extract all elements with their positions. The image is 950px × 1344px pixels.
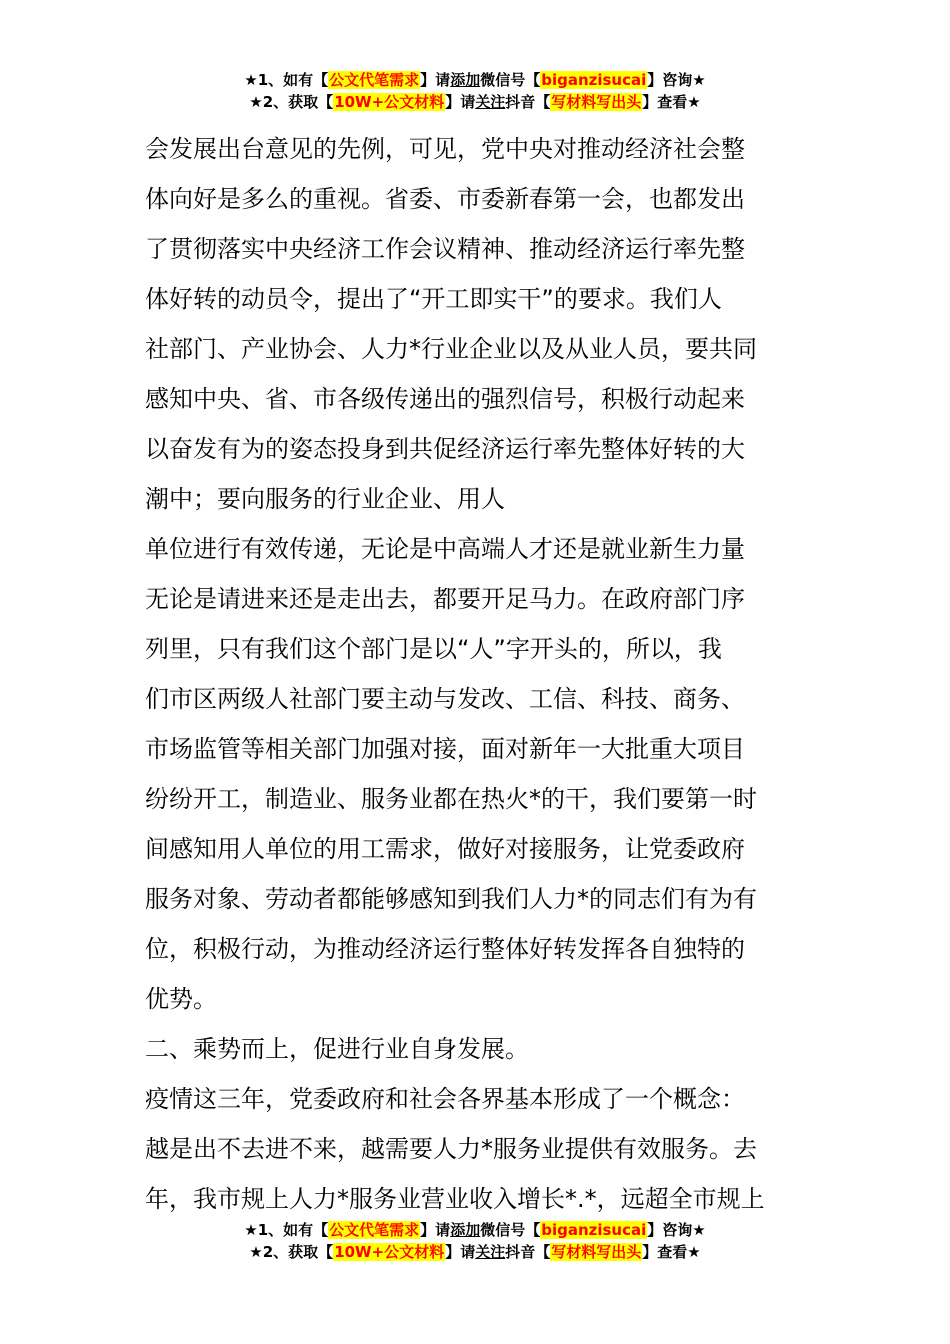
banner-text: 】请 xyxy=(445,93,476,111)
highlight-wechat-id: biganzisucai xyxy=(541,1221,647,1239)
body-text-line: 二、乘势而上，促进行业自身发展。 xyxy=(145,1035,529,1063)
banner-text: ★2、获取【 xyxy=(249,93,334,111)
header-banner xyxy=(0,69,950,113)
body-text-line: 体向好是多么的重视。省委、市委新春第一会，也都发出 xyxy=(145,185,745,213)
banner-text: ★2、获取【 xyxy=(249,1243,334,1261)
banner-underline-add: 添加 xyxy=(450,1221,481,1239)
banner-text: 抖音【 xyxy=(505,1243,551,1261)
highlight-ghostwriting: 公文代笔需求 xyxy=(329,71,420,89)
banner-text: 】查看★ xyxy=(642,93,701,111)
body-text-line: 以奋发有为的姿态投身到共促经济运行率先整体好转的大 xyxy=(145,435,745,463)
banner-text: ★1、如有【 xyxy=(244,1221,329,1239)
body-text-line: 市场监管等相关部门加强对接，面对新年一大批重大项目 xyxy=(145,735,745,763)
banner-line-1 xyxy=(0,69,950,91)
body-text-line: 单位进行有效传递，无论是中高端人才还是就业新生力量 xyxy=(145,535,745,563)
footer-banner xyxy=(0,1219,950,1263)
body-text-line: 们市区两级人社部门要主动与发改、工信、科技、商务、 xyxy=(145,685,745,713)
body-text-line: 年，我市规上人力*服务业营业收入增长*.*，远超全市规上 xyxy=(145,1185,765,1213)
banner-line-2 xyxy=(0,91,950,113)
body-text-line: 服务对象、劳动者都能够感知到我们人力*的同志们有为有 xyxy=(145,885,757,913)
body-text-line: 体好转的动员令，提出了“开工即实干”的要求。我们人 xyxy=(145,285,722,313)
banner-text: 微信号【 xyxy=(480,71,541,89)
highlight-douyin-account: 写材料写出头 xyxy=(551,1243,642,1261)
body-text-line: 潮中；要向服务的行业企业、用人 xyxy=(145,485,505,513)
banner-text: 微信号【 xyxy=(480,1221,541,1239)
highlight-ghostwriting: 公文代笔需求 xyxy=(329,1221,420,1239)
body-text-line: 了贯彻落实中央经济工作会议精神、推动经济运行率先整 xyxy=(145,235,745,263)
body-text-line: 纷纷开工，制造业、服务业都在热火*的干，我们要第一时 xyxy=(145,785,757,813)
banner-underline-follow: 关注 xyxy=(475,93,506,111)
banner-line-1 xyxy=(0,1219,950,1241)
banner-text: 】咨询★ xyxy=(647,1221,706,1239)
highlight-materials: 10W+公文材料 xyxy=(334,93,445,111)
body-text-line: 间感知用人单位的用工需求，做好对接服务，让党委政府 xyxy=(145,835,745,863)
banner-text: 】请 xyxy=(445,1243,476,1261)
banner-underline-add: 添加 xyxy=(450,71,481,89)
banner-text: 】请 xyxy=(420,1221,451,1239)
body-text-line: 会发展出台意见的先例，可见，党中央对推动经济社会整 xyxy=(145,135,745,163)
document-body xyxy=(145,124,815,1224)
highlight-wechat-id: biganzisucai xyxy=(541,71,647,89)
banner-underline-follow: 关注 xyxy=(475,1243,506,1261)
body-text-line: 社部门、产业协会、人力*行业企业以及从业人员，要共同 xyxy=(145,335,757,363)
body-text-line: 列里，只有我们这个部门是以“人”字开头的，所以，我 xyxy=(145,635,722,663)
body-text-line: 优势。 xyxy=(145,985,217,1013)
body-text-line: 疫情这三年，党委政府和社会各界基本形成了一个概念： xyxy=(145,1085,745,1113)
banner-line-2 xyxy=(0,1241,950,1263)
banner-text: 】请 xyxy=(420,71,451,89)
body-text-line: 越是出不去进不来，越需要人力*服务业提供有效服务。去 xyxy=(145,1135,757,1163)
highlight-materials: 10W+公文材料 xyxy=(334,1243,445,1261)
body-text-line: 感知中央、省、市各级传递出的强烈信号，积极行动起来 xyxy=(145,385,745,413)
highlight-douyin-account: 写材料写出头 xyxy=(551,93,642,111)
banner-text: 】咨询★ xyxy=(647,71,706,89)
body-text-line: 位，积极行动，为推动经济运行整体好转发挥各自独特的 xyxy=(145,935,745,963)
banner-text: 抖音【 xyxy=(505,93,551,111)
banner-text: 】查看★ xyxy=(642,1243,701,1261)
banner-text: ★1、如有【 xyxy=(244,71,329,89)
body-text-line: 无论是请进来还是走出去，都要开足马力。在政府部门序 xyxy=(145,585,745,613)
